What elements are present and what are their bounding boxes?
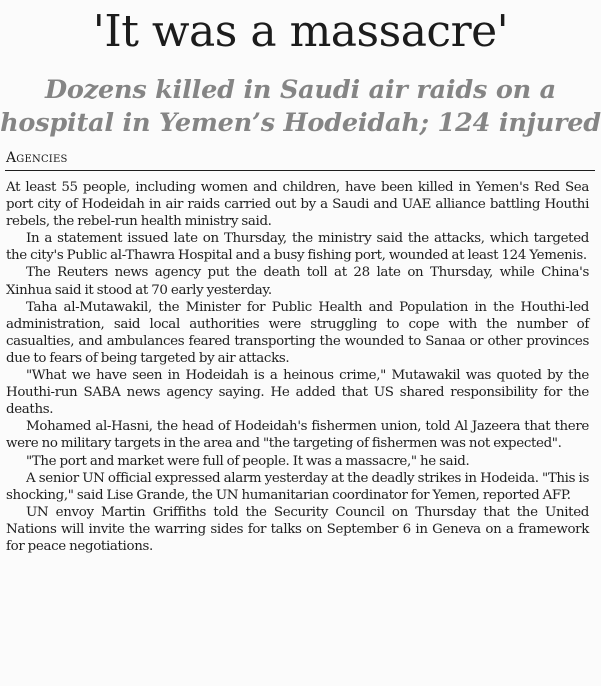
body-paragraph-6: Mohamed al-Hasni, the head of Hodeidah's fishermen union, told Al Jazeera that there were no military targets in the area and "the targeting of fishermen was not expected".	[6, 419, 589, 452]
byline-divider	[5, 170, 595, 171]
body-paragraph-7: "The port and market were full of people. It was a massacre," he said.	[26, 453, 470, 469]
body-paragraph-9: UN envoy Martin Griffiths told the Security Council on Thursday that the United Nations will invite the warring sides for talks on September 6 in Geneva on a framework for peace negotiations.	[6, 504, 589, 554]
body-paragraph-8: A senior UN official expressed alarm yesterday at the deadly strikes in Hodeida. "This is shocking," said Lise Grande, the UN humanitarian coordinator for Yemen, reported AFP.	[6, 470, 589, 503]
subheadline-line-2: hospital in Yemen’s Hodeidah; 124 injured	[0, 108, 601, 138]
body-paragraph-3: The Reuters news agency put the death toll at 28 late on Thursday, while China's Xinhua said it stood at 70 early yesterday.	[6, 265, 589, 298]
subheadline-line-1: Dozens killed in Saudi air raids on a	[44, 75, 557, 105]
body-paragraph-2: In a statement issued late on Thursday, the ministry said the attacks, which targeted the city's Public al-Thawra Hospital and a busy fishing port, wounded at least 124 Yemenis.	[6, 231, 589, 264]
body-paragraph-4: Taha al-Mutawakil, the Minister for Public Health and Population in the Houthi-led administration, said local authorities were struggling to cope with the number of casualties, and ambulances feared transporting the wounded to Sanaa or other provinces due to fears of being targeted by air attacks.	[6, 299, 589, 366]
article-headline: 'It was a massacre'	[92, 6, 509, 57]
article-subheadline	[0, 74, 601, 140]
article-byline: Agencies	[6, 150, 68, 166]
article-body	[6, 179, 589, 555]
body-paragraph-1: At least 55 people, including women and children, have been killed in Yemen's Red Sea port city of Hodeidah in air raids carried out by a Saudi and UAE alliance battling Houthi rebels, the rebel-run health ministry said.	[6, 180, 589, 230]
body-paragraph-5: "What we have seen in Hodeidah is a heinous crime," Mutawakil was quoted by the Houthi-run SABA news agency saying. He added that US shared responsibility for the deaths.	[6, 368, 589, 418]
